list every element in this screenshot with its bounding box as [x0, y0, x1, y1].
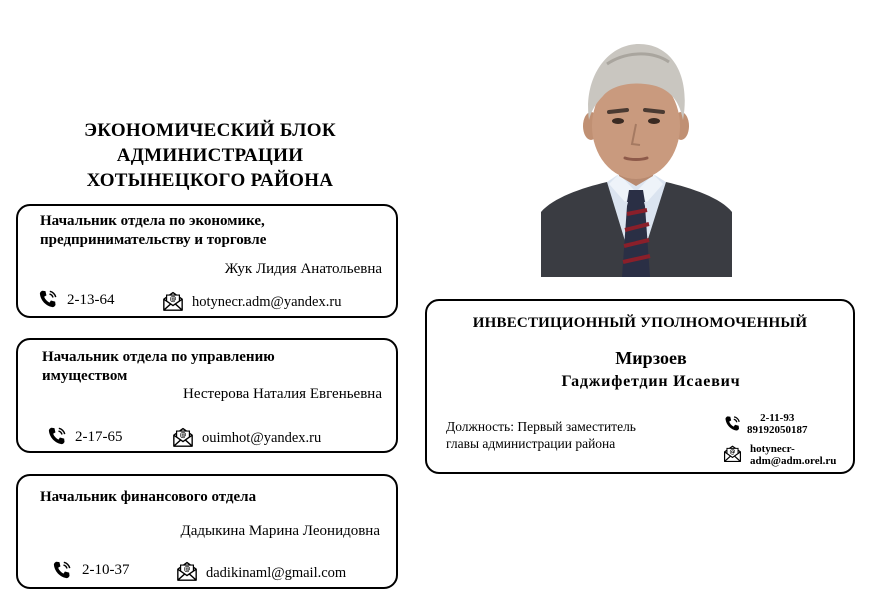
- contact-card-economics: [16, 204, 398, 318]
- email-line-1: hotynecr-: [750, 443, 795, 455]
- email-line-2: adm@adm.orel.ru: [750, 455, 837, 467]
- phone-number: 2-13-64: [67, 292, 115, 308]
- person-name: Дадыкина Марина Леонидовна: [180, 523, 380, 539]
- title-line-1: ЭКОНОМИЧЕСКИЙ БЛОК: [84, 120, 336, 141]
- phone-icon: [51, 559, 73, 581]
- position-line-2: предпринимательству и торговле: [40, 232, 267, 248]
- block-title: [40, 118, 380, 193]
- title-line-3: ХОТЫНЕЦКОГО РАЙОНА: [86, 170, 334, 191]
- phone-number: 2-10-37: [82, 562, 130, 578]
- email-address[interactable]: hotynecr.adm@yandex.ru: [192, 294, 342, 310]
- position-title: [446, 418, 696, 452]
- mail-icon: [172, 426, 194, 448]
- person-name: Нестерова Наталия Евгеньевна: [183, 386, 382, 402]
- phone-numbers: [747, 412, 808, 436]
- position-line-1: Начальник отдела по управлению: [42, 349, 275, 365]
- email-address[interactable]: [750, 443, 836, 467]
- mobile-number: 89192050187: [747, 424, 808, 436]
- investment-commissioner-card: [425, 299, 855, 474]
- position-line-1: Должность: Первый заместитель: [446, 419, 636, 434]
- mail-icon: [176, 560, 198, 582]
- position-title: [42, 348, 275, 386]
- title-line-2: АДМИНИСТРАЦИИ: [116, 145, 304, 166]
- mail-icon: [723, 444, 742, 463]
- portrait-illustration: [541, 34, 732, 277]
- phone-icon: [723, 414, 742, 433]
- phone-icon: [37, 288, 59, 310]
- position-line-2: главы администрации района: [446, 436, 616, 451]
- person-surname: Мирзоев: [615, 348, 687, 368]
- mail-icon: [162, 290, 184, 312]
- phone-icon: [46, 425, 68, 447]
- contact-card-property: [16, 338, 398, 453]
- position-line-2: имуществом: [42, 368, 128, 384]
- phone-number: 2-11-93: [760, 412, 795, 424]
- phone-number: 2-17-65: [75, 429, 123, 445]
- position-line-1: Начальник финансового отдела: [40, 489, 257, 505]
- card-title: ИНВЕСТИЦИОННЫЙ УПОЛНОМОЧЕННЫЙ: [472, 315, 808, 331]
- position-title: [40, 488, 256, 507]
- email-address[interactable]: ouimhot@yandex.ru: [202, 430, 322, 446]
- position-title: [40, 212, 266, 250]
- email-address[interactable]: dadikinaml@gmail.com: [206, 565, 347, 581]
- portrait-photo: [541, 34, 732, 277]
- person-name: Жук Лидия Анатольевна: [224, 261, 382, 277]
- person-given-names: Гаджифетдин Исаевич: [561, 373, 741, 390]
- contact-card-finance: [16, 474, 398, 589]
- position-line-1: Начальник отдела по экономике,: [40, 213, 265, 229]
